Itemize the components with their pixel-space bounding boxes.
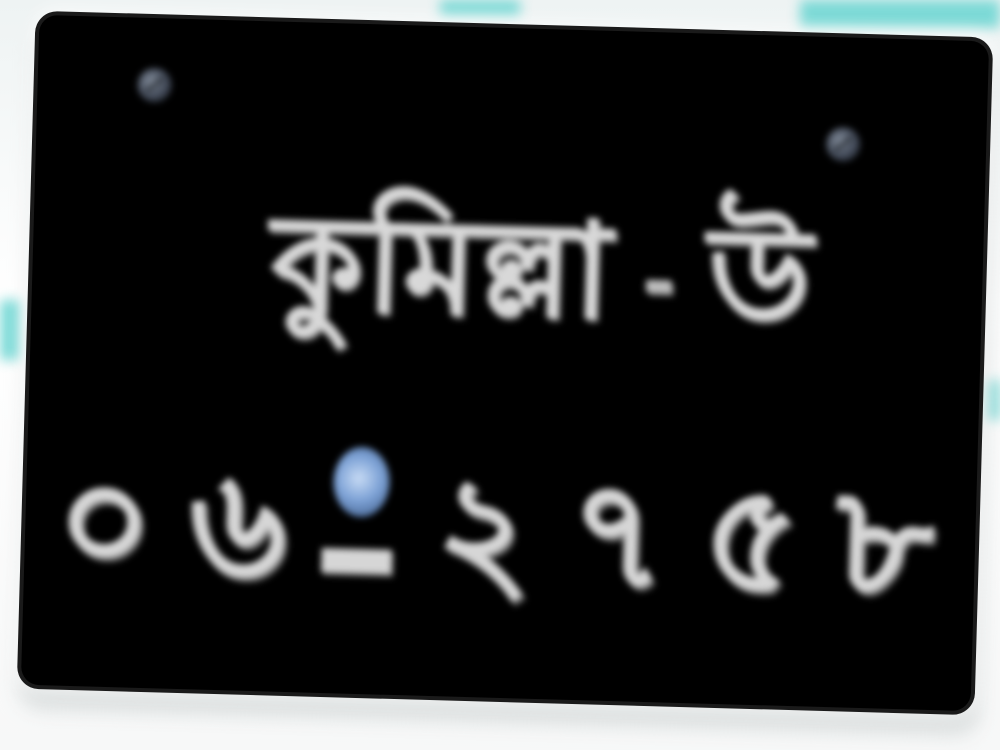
- plate-digit: ৬: [187, 437, 290, 614]
- plate-digit: ৫: [700, 451, 803, 629]
- plate-content: [21, 15, 989, 711]
- number-separator-group: [319, 438, 405, 640]
- plate-digit: ৭: [567, 447, 670, 625]
- license-plate: [21, 15, 989, 711]
- plate-digit: ২: [434, 444, 537, 621]
- background-teal-accent: [440, 0, 520, 16]
- district-name: কুমিল্লা: [269, 186, 616, 350]
- plate-digit: ০: [54, 433, 157, 611]
- district-separator: -: [641, 235, 680, 330]
- series-letter: উ: [706, 198, 816, 356]
- plate-digit: ৮: [833, 455, 937, 633]
- screw-icon: [137, 68, 172, 103]
- plate-number-line: [52, 416, 938, 670]
- number-separator: [321, 548, 392, 574]
- screw-icon: [826, 127, 861, 162]
- plate-district-line: [140, 168, 945, 390]
- background-teal-accent: [800, 0, 1000, 28]
- background-teal-accent: [0, 300, 22, 360]
- emblem-icon: [332, 446, 390, 518]
